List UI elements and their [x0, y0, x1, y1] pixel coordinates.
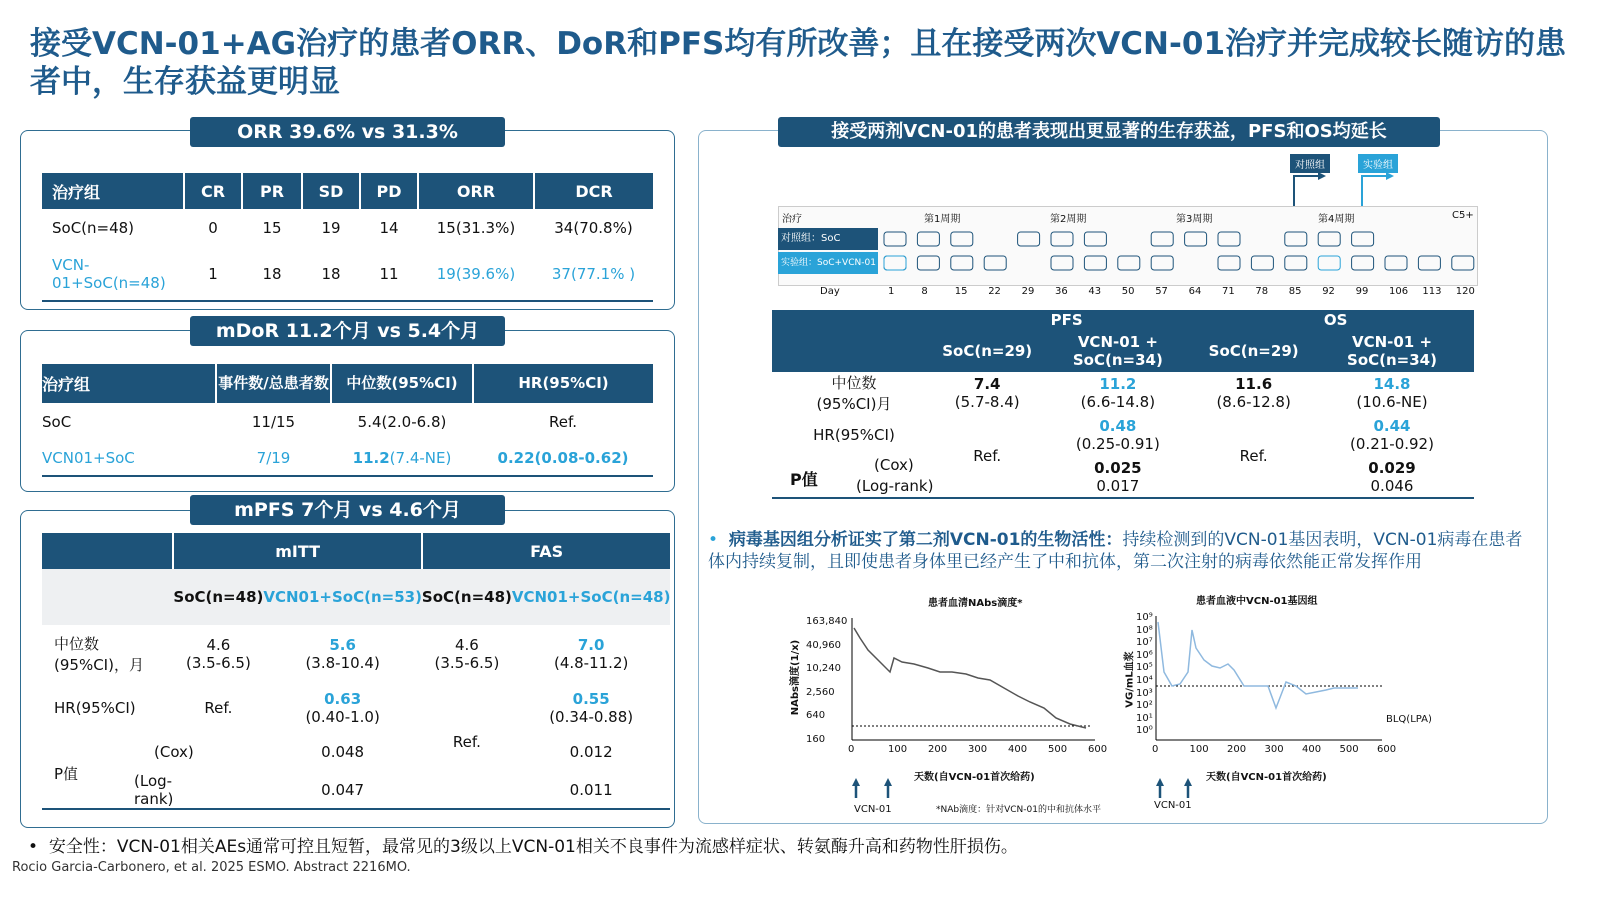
arrow-label: VCN-01 [1154, 800, 1192, 811]
orr-cell: 15(31.3%) [436, 219, 516, 237]
surv-ci: (6.6-14.8) [1080, 393, 1156, 411]
day-tick: 57 [1155, 286, 1168, 297]
orr-cell: 34(70.8%) [554, 219, 633, 237]
day-tick: 29 [1021, 286, 1035, 297]
orr-header: ORR [418, 173, 534, 209]
orr-header: SD [302, 173, 360, 209]
tick-label: 10⁰ [1136, 725, 1153, 737]
tick-label: 10⁶ [1136, 649, 1153, 661]
day-tick: 113 [1422, 286, 1442, 297]
tick-label: 10⁸ [1136, 624, 1153, 636]
schema-row-exp: 实验组：SoC+VCN-01 [778, 252, 878, 274]
day-tick: 8 [921, 286, 928, 297]
infusion-bag-icon [1285, 256, 1307, 270]
infusion-bag-icon [917, 232, 939, 246]
day-tick: 106 [1389, 286, 1409, 297]
tick-label: 10¹ [1136, 712, 1153, 724]
pfs-val: 0.55 [572, 690, 610, 708]
surv-header-empty [772, 310, 936, 330]
table-row [772, 456, 1474, 498]
pfs-group-mitt: mITT [173, 533, 422, 569]
pfs-sub: VCN01+SoC(n=53) [263, 588, 422, 606]
surv-label-line: (95%CI)月 [816, 395, 892, 413]
surv-pfs-header: PFS [936, 310, 1197, 330]
pfs-hr-label: HR(95%CI) [54, 699, 136, 717]
pfs-val: 4.6 [206, 636, 231, 654]
vg-chart [1120, 588, 1450, 818]
day-tick: 43 [1088, 286, 1102, 297]
infusion-bag-icon [1018, 232, 1040, 246]
pfs-cell [512, 625, 671, 683]
cycle-label: C5+ [1452, 210, 1474, 221]
cycle-label: 第2周期 [1050, 214, 1087, 225]
chart-title: 患者血清NAbs滴度* [928, 598, 1023, 609]
pfs-cell [422, 625, 512, 683]
infusion-bag-icon [951, 256, 973, 270]
pfs-val: 7.0 [577, 636, 605, 654]
pfs-cell [263, 625, 422, 683]
infusion-bag-icon [1218, 256, 1240, 270]
day-label: Day [820, 286, 840, 297]
orr-cell: 19 [321, 219, 341, 237]
dor-cell: 11/15 [251, 412, 296, 431]
surv-cell [1310, 414, 1474, 456]
surv-sub-empty [772, 330, 936, 372]
pfs-ci: (0.40-1.0) [305, 708, 380, 726]
day-tick: 1 [888, 286, 895, 297]
nabs-chart [790, 588, 1110, 818]
survival-table [772, 310, 1474, 499]
dor-cell: SoC [42, 412, 72, 431]
tick-label: 400 [1008, 744, 1028, 755]
table-row [772, 414, 1474, 456]
surv-median-label [772, 372, 936, 414]
orr-cell: 0 [208, 219, 218, 237]
orr-header: PD [360, 173, 418, 209]
cycle-label: 第4周期 [1318, 214, 1355, 225]
tick-label: 200 [1227, 744, 1247, 755]
pfs-cell: Ref. [452, 733, 481, 751]
infusion-icons [778, 148, 1478, 298]
table-row [42, 771, 670, 809]
chart2-plot [1120, 588, 1450, 818]
pfs-sub: SoC(n=48) [173, 588, 264, 606]
surv-cell [1310, 456, 1474, 498]
infusion-bag-icon [1352, 256, 1374, 270]
surv-val: 0.025 [1094, 458, 1142, 477]
day-tick: 85 [1288, 286, 1302, 297]
surv-label-line: 中位数 [831, 374, 877, 392]
orr-cell: 37(77.1% ) [551, 264, 636, 283]
chart-xlabel: 天数(自VCN-01首次给药) [914, 772, 1035, 783]
dor-median-bold: 11.2 [352, 448, 390, 467]
infusion-bag-icon [884, 256, 906, 270]
schema-row-treat: 治疗 [782, 214, 802, 225]
infusion-bag-icon [884, 256, 906, 270]
table-row [42, 440, 653, 476]
pfs-ci: (3.8-10.4) [305, 654, 380, 672]
surv-val: 0.48 [1099, 417, 1137, 435]
orr-cell: 15 [262, 219, 282, 237]
tick-label: 10,240 [806, 663, 841, 674]
surv-val: 0.44 [1373, 417, 1411, 435]
control-tag: 对照组 [1290, 154, 1330, 173]
orr-header: DCR [534, 173, 653, 209]
bullet-text: 持续检测到的VCN-01基因表明，VCN-01病毒在患者体内持续复制，且即使患者身体里已经产生了中和抗体，第二次注射的病毒依然能正常发挥作用 [708, 530, 1523, 572]
dor-banner: mDoR 11.2个月 vs 5.4个月 [190, 316, 505, 346]
tick-label: 2,560 [806, 686, 835, 698]
pfs-val: 4.6 [454, 636, 479, 654]
infusion-bag-icon [1151, 256, 1173, 270]
surv-hr-label: HR(95%CI) [813, 426, 895, 444]
day-tick: 64 [1188, 286, 1202, 297]
orr-banner: ORR 39.6% vs 31.3% [190, 117, 505, 147]
orr-cell: 18 [321, 264, 341, 283]
infusion-bag-icon [1084, 232, 1106, 246]
pfs-median-label: 中位数(95%CI)，月 [54, 635, 144, 674]
surv-col: VCN-01 + SoC(n=34) [1310, 330, 1474, 372]
day-tick: 22 [988, 286, 1001, 297]
pfs-ci: (3.5-6.5) [185, 654, 251, 672]
day-tick: 78 [1255, 286, 1269, 297]
safety-bullet [28, 836, 1428, 858]
chart-title: 患者血液中VCN-01基因组 [1196, 596, 1318, 607]
cycle-label: 第1周期 [924, 214, 961, 225]
tick-label: 10³ [1136, 687, 1153, 699]
tick-label: 0 [848, 744, 855, 755]
tick-label: 640 [806, 710, 826, 721]
infusion-bag-icon [951, 232, 973, 246]
page-title: 接受VCN-01+AG治疗的患者ORR、DoR和PFS均有所改善；且在接受两次VCN-01治疗并完成较长随访的患者中，生存获益更明显 [30, 26, 1567, 100]
pfs-ci: (4.8-11.2) [553, 654, 629, 672]
tick-label: 163,840 [806, 616, 848, 627]
pfs-ci: (0.34-0.88) [549, 708, 634, 726]
infusion-bag-icon [1285, 232, 1307, 246]
surv-cell: Ref. [1239, 446, 1268, 465]
orr-header: CR [184, 173, 242, 209]
pfs-cell: 0.011 [569, 780, 613, 799]
pfs-group-fas: FAS [422, 533, 671, 569]
dor-header: 中位数(95%CI) [331, 364, 473, 403]
bioactivity-bullet [708, 529, 1538, 573]
dor-header: 治疗组 [42, 364, 216, 403]
dor-cell: 7/19 [256, 448, 291, 467]
day-tick: 92 [1322, 286, 1335, 297]
pfs-cell [512, 683, 671, 733]
day-tick: 50 [1121, 286, 1135, 297]
table-row [42, 625, 670, 683]
table-row [42, 733, 670, 771]
pfs-val: 5.6 [329, 636, 356, 654]
pfs-p-label [42, 733, 194, 783]
table-row [42, 683, 670, 733]
infusion-bag-icon [984, 256, 1006, 270]
experiment-tag: 实验组 [1358, 154, 1398, 173]
infusion-bag-icon [1385, 256, 1407, 270]
cycle-label: 第3周期 [1176, 214, 1213, 225]
right-banner: 接受两剂VCN-01的患者表现出更显著的生存获益，PFS和OS均延长 [778, 117, 1440, 147]
surv-logrank: (Log-rank) [856, 477, 934, 495]
surv-ci: (8.6-12.8) [1216, 393, 1291, 411]
surv-cell [936, 372, 1038, 414]
bullet-dot: • [708, 530, 729, 550]
tick-label: 500 [1048, 744, 1068, 755]
orr-header: 治疗组 [42, 173, 184, 209]
infusion-bag-icon [1452, 256, 1474, 270]
pfs-banner: mPFS 7个月 vs 4.6个月 [190, 495, 505, 525]
day-tick: 36 [1055, 286, 1068, 297]
tick-label: 10⁷ [1136, 637, 1153, 649]
pfs-cell [422, 683, 512, 733]
surv-ci: (5.7-8.4) [954, 393, 1020, 411]
infusion-bag-icon [917, 256, 939, 270]
infusion-bag-icon [1418, 256, 1440, 270]
surv-p-text: P值 [790, 470, 818, 489]
surv-val: 0.046 [1370, 476, 1414, 495]
dor-table [42, 364, 653, 477]
chart-xlabel: 天数(自VCN-01首次给药) [1206, 772, 1327, 783]
chart-ylabel: NAbs滴度(1/x) [790, 639, 802, 716]
pfs-cell: 0.012 [569, 743, 613, 761]
dor-cell: 0.22(0.08-0.62) [497, 448, 629, 467]
day-tick: 120 [1455, 286, 1475, 297]
surv-val: 11.6 [1235, 375, 1273, 393]
pfs-val: 0.63 [324, 690, 362, 708]
tick-label: 160 [806, 733, 826, 745]
chart-footnote: *NAb滴度：针对VCN-01的中和抗体水平 [936, 805, 1101, 815]
pfs-cell [263, 683, 422, 733]
pfs-ci: (3.5-6.5) [434, 654, 500, 672]
infusion-bag-icon [1185, 232, 1207, 246]
pfs-sub: SoC(n=48) [421, 588, 512, 606]
surv-col: VCN-01 + SoC(n=34) [1038, 330, 1197, 372]
surv-col: SoC(n=29) [936, 330, 1038, 372]
orr-cell: 19(39.6%) [436, 264, 516, 283]
surv-os-header: OS [1197, 310, 1474, 330]
pfs-cell: Ref. [204, 699, 233, 717]
pfs-cell: 0.048 [321, 743, 365, 761]
surv-cell [1038, 456, 1197, 498]
tick-label: 400 [1302, 744, 1322, 755]
infusion-bag-icon [1251, 256, 1273, 270]
day-tick: 71 [1222, 286, 1235, 297]
dor-header: 事件数/总患者数 [216, 364, 331, 403]
treatment-schema [778, 148, 1478, 298]
dor-median-ci: (7.4-NE) [389, 448, 452, 467]
pfs-cox-label: (Cox) [154, 743, 194, 761]
infusion-bag-icon [1318, 232, 1340, 246]
dor-cell [331, 440, 473, 476]
pfs-sub-empty [42, 569, 173, 625]
vg-series [1158, 622, 1358, 708]
bullet-bold: 病毒基因组分析证实了第二剂VCN-01的生物活性： [728, 530, 1123, 550]
surv-cell [1038, 372, 1197, 414]
pfs-logrank-label: (Log-rank) [134, 771, 174, 808]
surv-val: 7.4 [973, 375, 1001, 393]
chart-ylabel: VG/mL血浆 [1124, 651, 1136, 708]
surv-cell [1197, 372, 1310, 414]
surv-ci: (0.21-0.92) [1350, 435, 1434, 453]
tick-label: 100 [888, 744, 908, 755]
tick-label: 500 [1339, 744, 1359, 755]
table-row [772, 372, 1474, 414]
surv-cox: (Cox) [874, 456, 914, 474]
tick-label: 600 [1088, 744, 1108, 755]
arrow-label: VCN-01 [854, 804, 892, 815]
orr-cell: VCN-01+SoC(n=48) [52, 255, 166, 292]
orr-cell: 11 [379, 264, 399, 283]
infusion-bag-icon [1084, 256, 1106, 270]
safety-text: 安全性：VCN-01相关AEs通常可控且短暂，最常见的3级以上VCN-01相关不良事件为流感样症状、转氨酶升高和药物性肝损伤。 [48, 837, 1018, 857]
citation: Rocio Garcia-Carbonero, et al. 2025 ESMO. Abstract 2216MO. [12, 860, 411, 875]
surv-val: 11.2 [1099, 375, 1137, 393]
surv-cell: Ref. [973, 446, 1002, 465]
table-row [42, 247, 653, 301]
infusion-bag-icon [1318, 256, 1340, 270]
tick-label: 200 [928, 744, 948, 755]
tick-label: 100 [1189, 744, 1209, 755]
surv-ci: (0.25-0.91) [1075, 435, 1160, 453]
table-row [42, 403, 653, 440]
tick-label: 300 [1264, 744, 1284, 755]
infusion-bag-icon [1151, 232, 1173, 246]
surv-ci: (10.6-NE) [1356, 393, 1428, 411]
orr-cell: 1 [208, 264, 218, 283]
tick-label: 40,960 [806, 639, 841, 651]
day-tick: 15 [954, 286, 968, 297]
schema-row-ctrl: 对照组：SoC [778, 228, 878, 250]
infusion-bag-icon [1218, 232, 1240, 246]
surv-cell [1310, 372, 1474, 414]
tick-label: 10² [1136, 700, 1153, 712]
orr-cell: 18 [262, 264, 282, 283]
dor-cell: VCN01+SoC [42, 448, 135, 467]
orr-cell: SoC(n=48) [52, 219, 135, 237]
pfs-sub: VCN01+SoC(n=48) [511, 588, 671, 606]
infusion-bag-icon [1352, 232, 1374, 246]
infusion-bag-icon [884, 232, 906, 246]
blq-label: BLQ(LPA) [1386, 714, 1432, 725]
tick-label: 10⁹ [1136, 612, 1153, 623]
surv-p-label [772, 456, 936, 498]
orr-cell: 14 [379, 219, 399, 237]
surv-val: 0.017 [1096, 476, 1140, 495]
infusion-bag-icon [1051, 256, 1073, 270]
pfs-cell [173, 625, 263, 683]
orr-header: PR [242, 173, 302, 209]
surv-col: SoC(n=29) [1197, 330, 1310, 372]
infusion-bag-icon [1051, 232, 1073, 246]
dor-cell: Ref. [549, 412, 577, 431]
dor-cell: 5.4(2.0-6.8) [357, 412, 447, 431]
tick-label: 600 [1377, 744, 1397, 755]
surv-val: 0.029 [1368, 458, 1416, 477]
nabs-series [854, 628, 1086, 728]
infusion-bag-icon [1118, 256, 1140, 270]
tick-label: 10⁵ [1136, 662, 1153, 674]
tick-label: 10⁴ [1136, 675, 1153, 686]
pfs-cell [173, 771, 263, 809]
surv-cell [1038, 414, 1197, 456]
tick-label: 0 [1152, 744, 1159, 755]
table-row [42, 209, 653, 247]
pfs-table [42, 533, 670, 810]
dor-header: HR(95%CI) [473, 364, 653, 403]
pfs-header-empty [42, 533, 173, 569]
orr-table [42, 173, 653, 302]
pfs-p-label-text: P值 [54, 765, 79, 783]
chart1-plot [790, 588, 1110, 818]
tick-label: 300 [968, 744, 988, 755]
pfs-cell: 0.047 [321, 780, 365, 799]
bullet-dot: • [28, 837, 49, 857]
day-tick: 99 [1355, 286, 1369, 297]
surv-val: 14.8 [1373, 375, 1411, 393]
